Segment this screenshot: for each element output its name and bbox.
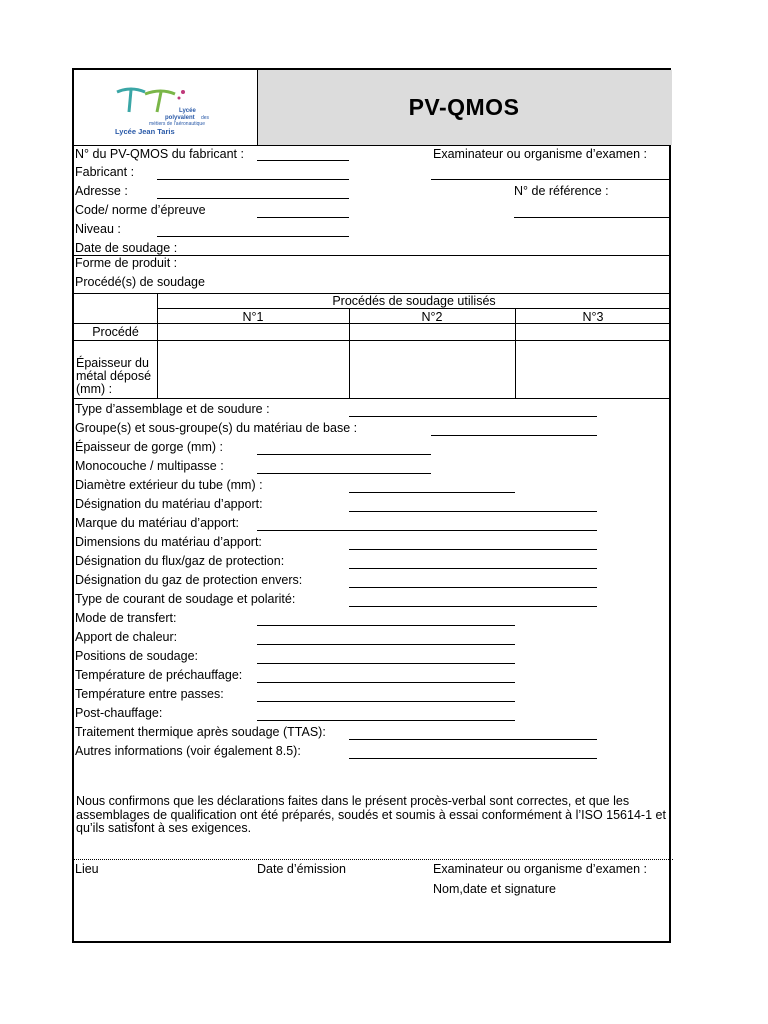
detail-label-14: Positions de soudage: — [75, 649, 199, 663]
detail-label-7: Marque du matériau d’apport: — [75, 516, 239, 530]
code-label: Code/ norme d’épreuve — [75, 203, 206, 217]
detail-field-4[interactable] — [257, 473, 431, 474]
detail-field-5[interactable] — [349, 492, 515, 493]
detail-label-3: Épaisseur de gorge (mm) : — [75, 440, 223, 454]
welding-date-label: Date de soudage : — [75, 241, 178, 255]
logo-school: Lycée Jean Taris — [115, 127, 175, 136]
logo-line2: polyvalent — [165, 115, 195, 121]
detail-field-1[interactable] — [349, 416, 597, 417]
level-label: Niveau : — [75, 222, 121, 236]
detail-field-18[interactable] — [349, 739, 597, 740]
detail-field-15[interactable] — [257, 682, 515, 683]
level-field[interactable] — [157, 236, 349, 237]
row-thickness-line2: métal déposé — [76, 369, 152, 383]
code-field[interactable] — [257, 217, 349, 218]
column-n2: N°2 — [421, 310, 443, 324]
product-form-label: Forme de produit : — [75, 256, 178, 270]
table-bottom-border — [74, 398, 671, 399]
detail-field-19[interactable] — [349, 758, 597, 759]
detail-label-11: Type de courant de soudage et polarité: — [75, 592, 296, 606]
school-logo — [109, 82, 229, 138]
detail-field-8[interactable] — [349, 549, 597, 550]
process-label: Procédé(s) de soudage — [75, 275, 205, 289]
manufacturer-label: Fabricant : — [75, 165, 135, 179]
process-n3-cell[interactable] — [515, 324, 671, 338]
detail-label-1: Type d’assemblage et de soudure : — [75, 402, 270, 416]
detail-label-5: Diamètre extérieur du tube (mm) : — [75, 478, 263, 492]
detail-field-16[interactable] — [257, 701, 515, 702]
detail-field-9[interactable] — [349, 568, 597, 569]
table-header-line — [157, 308, 671, 309]
place-label: Lieu — [75, 862, 99, 876]
issue-date-label: Date d’émission — [257, 862, 346, 876]
detail-label-10: Désignation du gaz de protection envers: — [75, 573, 303, 587]
header-divider — [74, 145, 671, 146]
detail-label-15: Température de préchauffage: — [75, 668, 243, 682]
detail-label-9: Désignation du flux/gaz de protection: — [75, 554, 285, 568]
process-n1-cell[interactable] — [157, 324, 349, 338]
table-col-line-1 — [157, 293, 158, 398]
table-row-line-2 — [74, 340, 671, 341]
row-thickness-line3: (mm) : — [76, 382, 113, 396]
form-title: PV-QMOS — [408, 94, 520, 120]
detail-label-4: Monocouche / multipasse : — [75, 459, 224, 473]
logo-line1: Lycée — [179, 108, 196, 114]
detail-field-17[interactable] — [257, 720, 515, 721]
row-thickness-line1: Épaisseur du — [76, 356, 149, 370]
pv-number-field[interactable] — [257, 160, 349, 161]
detail-label-19: Autres informations (voir également 8.5): — [75, 744, 301, 758]
detail-label-17: Post-chauffage: — [75, 706, 163, 720]
detail-label-8: Dimensions du matériau d’apport: — [75, 535, 262, 549]
examiner-field[interactable] — [431, 179, 671, 180]
detail-label-16: Température entre passes: — [75, 687, 224, 701]
reference-field[interactable] — [514, 217, 671, 218]
address-label: Adresse : — [75, 184, 128, 198]
address-field[interactable] — [157, 198, 349, 199]
detail-label-18: Traitement thermique après soudage (TTAS): — [75, 725, 326, 739]
reference-label: N° de référence : — [514, 184, 609, 198]
pv-number-label: N° du PV-QMOS du fabricant : — [75, 147, 244, 161]
process-n2-cell[interactable] — [349, 324, 515, 338]
detail-label-13: Apport de chaleur: — [75, 630, 178, 644]
confirmation-text: Nous confirmons que les déclarations faites dans le présent procès-verbal sont correctes, et que les assemblages de qualification ont été préparés, soudés et soumis à essai conformément à l’ISO 15614-1 et qu’ils satisfont à ses exigences. — [76, 794, 666, 835]
detail-field-14[interactable] — [257, 663, 515, 664]
detail-field-11[interactable] — [349, 606, 597, 607]
pv-qmos-form — [72, 68, 671, 943]
logo-line4: métiers de l'aéronautique — [149, 121, 205, 127]
column-n1: N°1 — [242, 310, 264, 324]
detail-label-12: Mode de transfert: — [75, 611, 177, 625]
column-n3: N°3 — [582, 310, 604, 324]
detail-field-2[interactable] — [431, 435, 597, 436]
row-process-label: Procédé — [92, 325, 139, 339]
footer-divider — [74, 859, 673, 860]
table-col-line-2 — [349, 308, 350, 398]
footer-examiner-label: Examinateur ou organisme d’examen : — [433, 862, 648, 876]
detail-label-6: Désignation du matériau d’apport: — [75, 497, 263, 511]
detail-label-2: Groupe(s) et sous-groupe(s) du matériau de base : — [75, 421, 358, 435]
detail-field-3[interactable] — [257, 454, 431, 455]
examiner-label: Examinateur ou organisme d’examen : — [433, 147, 648, 161]
signature-label: Nom,date et signature — [433, 882, 556, 896]
detail-field-6[interactable] — [349, 511, 597, 512]
manufacturer-field[interactable] — [157, 179, 349, 180]
detail-field-12[interactable] — [257, 625, 515, 626]
detail-field-10[interactable] — [349, 587, 597, 588]
table-col-line-3 — [515, 308, 516, 398]
detail-field-7[interactable] — [257, 530, 597, 531]
logo-line3: des — [201, 115, 210, 121]
table-caption: Procédés de soudage utilisés — [332, 294, 496, 308]
detail-field-13[interactable] — [257, 644, 515, 645]
